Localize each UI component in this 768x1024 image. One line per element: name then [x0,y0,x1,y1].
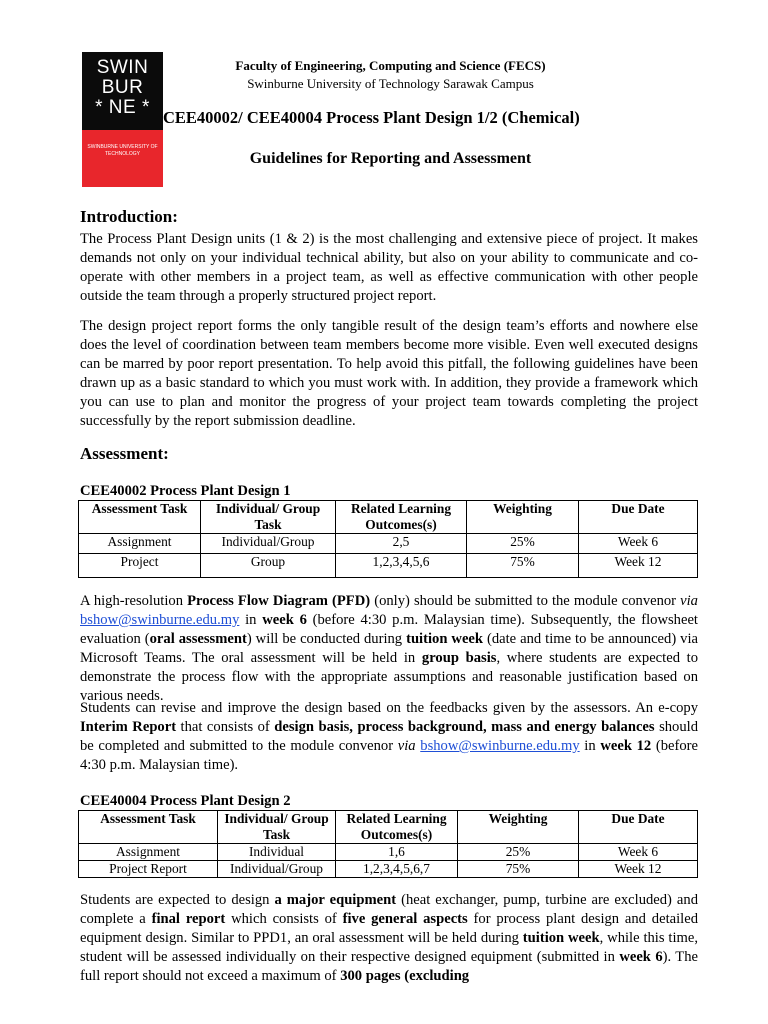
bold-text: group basis [421,650,497,666]
assessment-table-ppd2 [78,810,698,878]
header-cell: Weighting [458,811,579,844]
course-title: CEE40002/ CEE40004 Process Plant Design 1/2 (Chemical) [163,108,580,127]
text: Students are expected to design [80,892,275,908]
italic-text: via [680,593,698,609]
text: (only) should be submitted to the module convenor [370,593,681,609]
email-link[interactable]: bshow@swinburne.edu.my [420,738,580,754]
intro-paragraph-1: The Process Plant Design units (1 & 2) is the most challenging and extensive piece of project. It makes demands not only on your individual technical ability, but also on your ability to communicate and co-operate with other members in a project team, as well as effective communication with other people outside the team through a properly structured project report. [80,231,698,304]
text: should be completed and submitted to the module convenor [80,719,698,754]
bold-text: a major equipment [274,892,397,908]
text: (heat exchanger, pump, turbine are excluded) and complete a [80,892,698,927]
bold-text: tuition week [522,930,600,946]
header-cell: Weighting [467,501,579,534]
campus-name: Swinburne University of Technology Sarawak Campus [247,76,534,91]
table-cell: Group [201,554,336,578]
table-cell: 1,2,3,4,5,6,7 [336,861,458,878]
italic-text: via [397,738,416,754]
table-cell: Project Report [79,861,218,878]
text: that consists of [176,719,275,735]
introduction-heading: Introduction: [80,207,178,226]
pfd-paragraph [80,592,698,706]
header-cell: Due Date [579,501,698,534]
text: , where students are expected to demonstrate the process flow with the appropriate assumptions and reasonable justification based on various needs. [80,650,699,704]
bold-text: design basis, process background, mass and energy balances [274,719,655,735]
text: which consists of [225,911,343,927]
assessment-table-ppd1 [78,500,698,578]
table-cell: 75% [467,554,579,578]
bold-text: Process Flow Diagram (PFD) [187,593,371,609]
bold-text: week 6 [262,612,307,628]
table-header-row [79,811,698,844]
header-cell: Related Learning Outcomes(s) [336,811,458,844]
assessment-heading: Assessment: [80,444,169,463]
table-cell: Individual/Group [201,534,336,554]
bold-text: Interim Report [80,719,177,735]
table-cell: Week 12 [579,554,698,578]
table-row [79,554,698,578]
table-cell: Project [79,554,201,578]
table-cell: Assignment [79,844,218,861]
table-header-row [79,501,698,534]
text: (before 4:30 p.m. Malaysian time). Subsequently, the flowsheet evaluation ( [80,612,698,647]
table-row [79,534,698,554]
table-cell: Week 6 [579,534,698,554]
interim-report-paragraph [80,699,698,775]
table-cell: 1,6 [336,844,458,861]
text: in [239,612,263,628]
table-cell: Week 6 [579,844,698,861]
header-cell: Related Learning Outcomes(s) [336,501,467,534]
bold-text: five general aspects [342,911,468,927]
logo-line: BUR [101,77,144,98]
text: in [579,738,601,754]
text: (date and time to be announced) via Microsoft Teams. The oral assessment will be held in [80,631,698,666]
table-cell: 1,2,3,4,5,6 [336,554,467,578]
faculty-name: Faculty of Engineering, Computing and Science (FECS) [235,58,546,73]
header-cell: Individual/ Group Task [201,501,336,534]
logo-line: * NE * [95,97,150,118]
bold-text: tuition week [406,631,484,647]
logo-subtitle: SWINBURNE UNIVERSITY OF TECHNOLOGY [82,130,163,187]
text: Students can revise and improve the design based on the feedbacks given by the assessors. An e-copy [80,700,698,716]
table-cell: Individual/Group [218,861,336,878]
table-cell: 25% [467,534,579,554]
major-equipment-paragraph [80,891,698,986]
text: ). The full report should not exceed a maximum of [80,949,698,984]
text: ) will be conducted during [246,631,407,647]
table1-caption: CEE40002 Process Plant Design 1 [80,483,291,499]
header-cell: Assessment Task [79,811,218,844]
text: (before 4:30 p.m. Malaysian time). [80,738,698,773]
bold-text: week 6 [619,949,663,965]
bold-text: 300 pages (excluding [340,968,470,984]
logo-line: SWIN [96,57,149,78]
table2-caption: CEE40004 Process Plant Design 2 [80,793,291,809]
table-row [79,861,698,878]
text: for process plant design and detailed equipment design. Similar to PPD1, an oral assessment will be held during [80,911,698,946]
table-cell: Assignment [79,534,201,554]
intro-paragraph-2: The design project report forms the only tangible result of the design team’s efforts and nowhere else does the level of coordination between team members become more visible. Even well executed designs can be marred by poor report presentation. To help avoid this pitfall, the following guidelines have been drawn up as a basic standard to which you must work with. In addition, they provide a framework which you can use to plan and monitor the progress of your project team towards completing the project successfully by the report submission deadline. [80,318,698,429]
bold-text: oral assessment [149,631,247,647]
header-cell: Assessment Task [79,501,201,534]
document-title: Guidelines for Reporting and Assessment [249,150,532,167]
text: A high-resolution [80,593,188,609]
logo-wordmark [82,52,163,130]
header-cell: Due Date [579,811,698,844]
table-cell: 25% [458,844,579,861]
email-link[interactable]: bshow@swinburne.edu.my [80,612,240,628]
table-row [79,844,698,861]
table-cell: Individual [218,844,336,861]
text: , while this time, student will be assessed individually on their respective designed equipment (submitted in [80,930,698,965]
table-cell: 75% [458,861,579,878]
bold-text: week 12 [600,738,652,754]
table-cell: Week 12 [579,861,698,878]
table-cell: 2,5 [336,534,467,554]
bold-text: final report [151,911,226,927]
swinburne-logo [82,52,163,187]
header-cell: Individual/ Group Task [218,811,336,844]
